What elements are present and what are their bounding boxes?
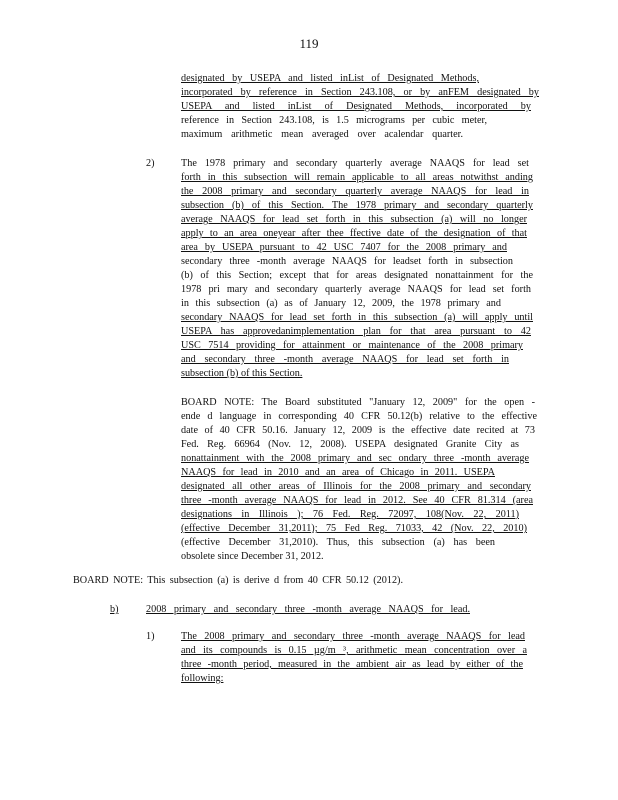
text-line: The 2008 primary and secondary three -month average NAAQS for lead xyxy=(181,631,525,642)
text-line: designated by USEPA and listed inList of Designated Methods, xyxy=(181,73,479,84)
text-line: ende d language in corresponding 40 CFR 50.12(b) relative to the effective xyxy=(181,411,537,422)
text-line: obsolete since December 31, 2012. xyxy=(181,551,324,562)
text-line: average NAAQS for lead set forth in this subsection (a) will no longer xyxy=(181,214,527,225)
text-line: USEPA and listed inList of Designated Methods, incorporated by xyxy=(181,101,531,112)
page-number: 119 xyxy=(299,36,319,51)
text-line: designations in Illinois ); 76 Fed. Reg. 72097, 108(Nov. 22, 2011) xyxy=(181,509,519,520)
text-line: Fed. Reg. 66964 (Nov. 12, 2008). USEPA designated Granite City as xyxy=(181,439,519,450)
text-line: in this subsection (a) as of January 12, 2009, the 1978 primary and xyxy=(181,298,501,309)
text-line: three -month average NAAQS for lead in 2012. See 40 CFR 81.314 (area xyxy=(181,495,533,506)
text-line: subsection (b) of this Section. The 1978 primary and secondary quarterly xyxy=(181,200,533,211)
text-line: (b) of this Section; except that for areas designated nonattainment for the xyxy=(181,270,533,281)
text-line: BOARD NOTE: The Board substituted "January 12, 2009" for the open - xyxy=(181,397,535,408)
text-line: area by USEPA pursuant to 42 USC 7407 for the 2008 primary and xyxy=(181,242,507,253)
board-note-2: BOARD NOTE: This subsection (a) is derive d from 40 CFR 50.12 (2012). xyxy=(73,575,403,586)
text-line: NAAQS for lead in 2010 and an area of Chicago in 2011. USEPA xyxy=(181,467,495,478)
text-line: three -month period, measured in the ambient air as lead by either of the xyxy=(181,659,523,670)
text-line: following: xyxy=(181,673,224,684)
item-marker: b) xyxy=(110,604,119,615)
subsection-heading: 2008 primary and secondary three -month average NAAQS for lead. xyxy=(146,604,470,615)
text-line: designated all other areas of Illinois for the 2008 primary and secondary xyxy=(181,481,531,492)
text-line: secondary three -month average NAAQS for leadset forth in subsection xyxy=(181,256,513,267)
text-line: 1978 pri mary and secondary quarterly average NAAQS for lead set forth xyxy=(181,284,531,295)
text-line: the 2008 primary and secondary quarterly average NAAQS for lead in xyxy=(181,186,529,197)
text-line: and its compounds is 0.15 µg/m ³, arithmetic mean concentration over a xyxy=(181,645,527,656)
text-line: date of 40 CFR 50.16. January 12, 2009 is the effective date recited at 73 xyxy=(181,425,535,436)
text-line: secondary NAAQS for lead set forth in this subsection (a) will apply until xyxy=(181,312,533,323)
item-marker: 1) xyxy=(146,631,155,642)
item-marker: 2) xyxy=(146,158,155,169)
text-line: nonattainment with the 2008 primary and sec ondary three -month average xyxy=(181,453,529,464)
text-line: incorporated by reference in Section 243.108, or by anFEM designated by xyxy=(181,87,539,98)
text-line: apply to an area oneyear after thee ffective date of the designation of that xyxy=(181,228,527,239)
text-line: and secondary three -month average NAAQS for lead set forth in xyxy=(181,354,509,365)
text-line: subsection (b) of this Section. xyxy=(181,368,303,379)
text-line: USC 7514 providing for attainment or maintenance of the 2008 primary xyxy=(181,340,523,351)
text-line: forth in this subsection will remain applicable to all areas notwithst anding xyxy=(181,172,533,183)
text-line: The 1978 primary and secondary quarterly average NAAQS for lead set xyxy=(181,158,529,169)
text-line: reference in Section 243.108, is 1.5 micrograms per cubic meter, xyxy=(181,115,487,126)
text-line: USEPA has approvedanimplementation plan for that area pursuant to 42 xyxy=(181,326,531,337)
text-line: maximum arithmetic mean averaged over acalendar quarter. xyxy=(181,129,463,140)
text-line: (effective December 31,2011); 75 Fed Reg. 71033, 42 (Nov. 22, 2010) xyxy=(181,523,527,534)
text-line: (effective December 31,2010). Thus, this subsection (a) has been xyxy=(181,537,495,548)
